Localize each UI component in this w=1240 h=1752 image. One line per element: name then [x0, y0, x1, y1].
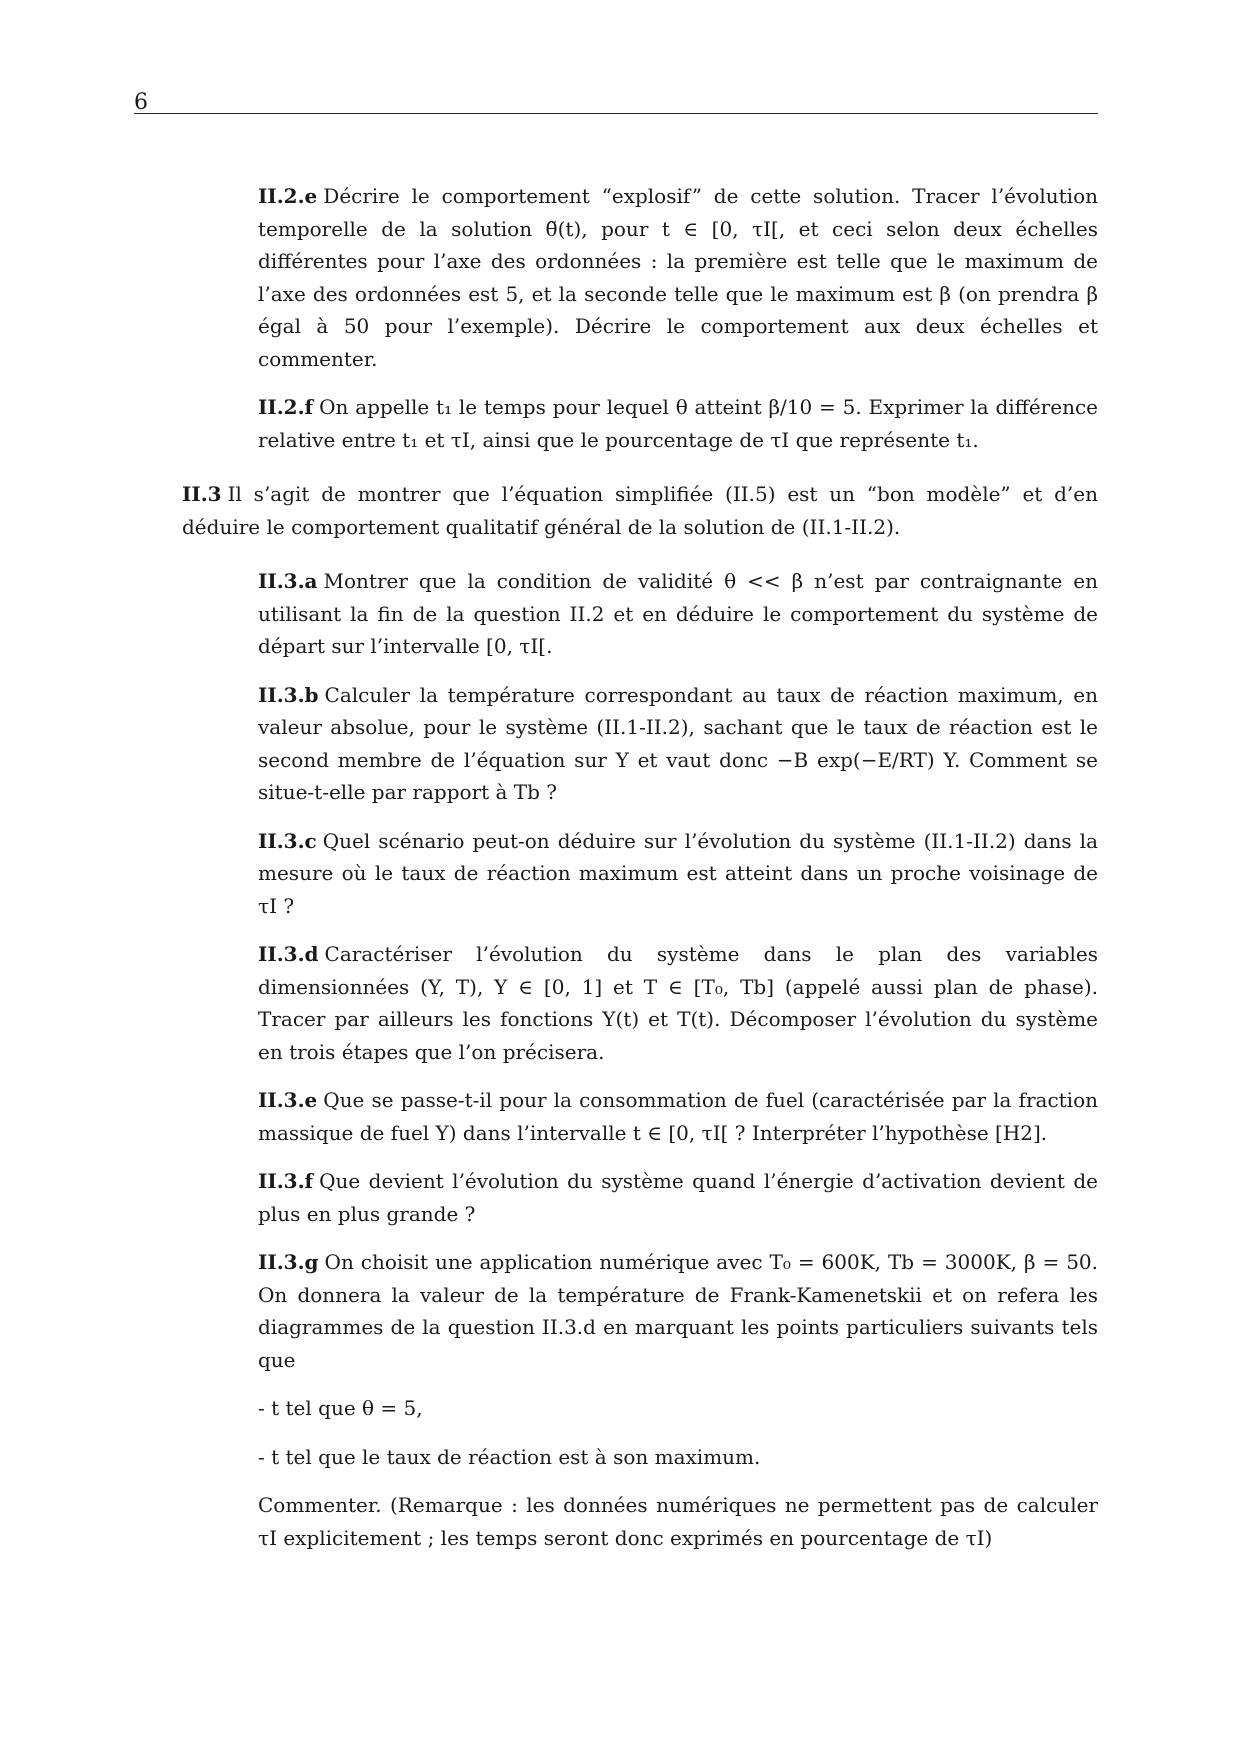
- question-II-3-a: [258, 565, 1098, 663]
- question-text: Montrer que la condition de validité θ << β n’est par contraignante en utilisant la fin de la question II.2 et en déduire le comportement du système de départ sur l’intervalle [0, τI[.: [258, 569, 1098, 658]
- question-text: Il s’agit de montrer que l’équation simplifiée (II.5) est un “bon modèle” et d’en déduire le comportement qualitatif général de la solution de (II.1-II.2).: [182, 482, 1098, 539]
- question-tag: II.3.c: [258, 828, 317, 853]
- question-tag: II.3.d: [258, 942, 319, 966]
- question-II-3-c: [258, 825, 1098, 923]
- question-tag: II.3.f: [258, 1169, 314, 1193]
- question-II-3-e: [258, 1084, 1098, 1149]
- question-II-3-g: [258, 1246, 1098, 1376]
- question-text: Que se passe-t-il pour la consommation de fuel (caractérisée par la fraction massique de fuel Y) dans l’intervalle t ∈ [0, τI[ ? Interpréter l’hypothèse [H2].: [258, 1088, 1098, 1145]
- question-tag: II.3.b: [258, 682, 319, 707]
- comment-paragraph: Commenter. (Remarque : les données numériques ne permettent pas de calculer τI explicitement ; les temps seront donc exprimés en pourcentage de τI): [258, 1493, 1098, 1550]
- question-tag: II.3.a: [258, 569, 318, 593]
- question-text: Quel scénario peut-on déduire sur l’évolution du système (II.1-II.2) dans la mesure où le taux de réaction maximum est atteint dans un proche voisinage de τI ?: [258, 828, 1098, 918]
- question-text: On appelle t₁ le temps pour lequel θ atteint β/10 = 5. Exprimer la différence relative entre t₁ et τI, ainsi que le pourcentage de τI que représente t₁.: [258, 395, 1098, 452]
- section-II-3: [182, 478, 1098, 543]
- question-text: Que devient l’évolution du système quand l’énergie d’activation devient de plus en plus grande ?: [258, 1169, 1098, 1226]
- list-item: - t tel que θ = 5,: [258, 1396, 423, 1420]
- list-item: - t tel que le taux de réaction est à son maximum.: [258, 1444, 761, 1469]
- header-rule: [134, 113, 1098, 114]
- question-text: Caractériser l’évolution du système dans le plan des variables dimensionnées (Y, T), Y ∈ [0, 1] et T ∈ [T₀, Tb] (appelé aussi plan de phase). Tracer par ailleurs les fonctions Y(t) et T(t). Décomposer l’évolution du système en trois étapes que l’on précisera.: [258, 942, 1098, 1064]
- question-text: On choisit une application numérique avec T₀ = 600K, Tb = 3000K, β = 50. On donnera la valeur de la température de Frank-Kamenetskii et on refera les diagrammes de la question II.3.d en marquant les points particuliers suivants tels que: [258, 1250, 1098, 1372]
- page-number: 6: [134, 90, 148, 115]
- question-tag: II.3.g: [258, 1250, 319, 1274]
- question-text: Décrire le comportement “explosif” de cette solution. Tracer l’évolution temporelle de la solution θ̃(t), pour t ∈ [0, τI[, et ceci selon deux échelles différentes pour l’axe des ordonnées : la première est telle que le maximum de l’axe des ordonnées est 5, et la seconde telle que le maximum est β (on prendra β égal à 50 pour l’exemple). Décrire le comportement aux deux échelles et commenter.: [258, 184, 1098, 371]
- question-II-3-f: [258, 1165, 1098, 1230]
- page-content: [182, 180, 1098, 1554]
- question-tag: II.3.e: [258, 1088, 318, 1112]
- question-II-2-f: [258, 391, 1098, 456]
- question-tag: II.3: [182, 482, 222, 506]
- question-tag: II.2.f: [258, 395, 314, 419]
- question-text: Calculer la température correspondant au taux de réaction maximum, en valeur absolue, pour le système (II.1-II.2), sachant que le taux de réaction est le second membre de l’équation sur Y et vaut donc −B exp(−E/RT) Y. Comment se situe-t-elle par rapport à Tb ?: [258, 682, 1098, 804]
- question-tag: II.2.e: [258, 184, 318, 208]
- question-II-3-b: [258, 679, 1098, 809]
- question-II-2-e: [258, 180, 1098, 375]
- question-II-3-d: [258, 938, 1098, 1068]
